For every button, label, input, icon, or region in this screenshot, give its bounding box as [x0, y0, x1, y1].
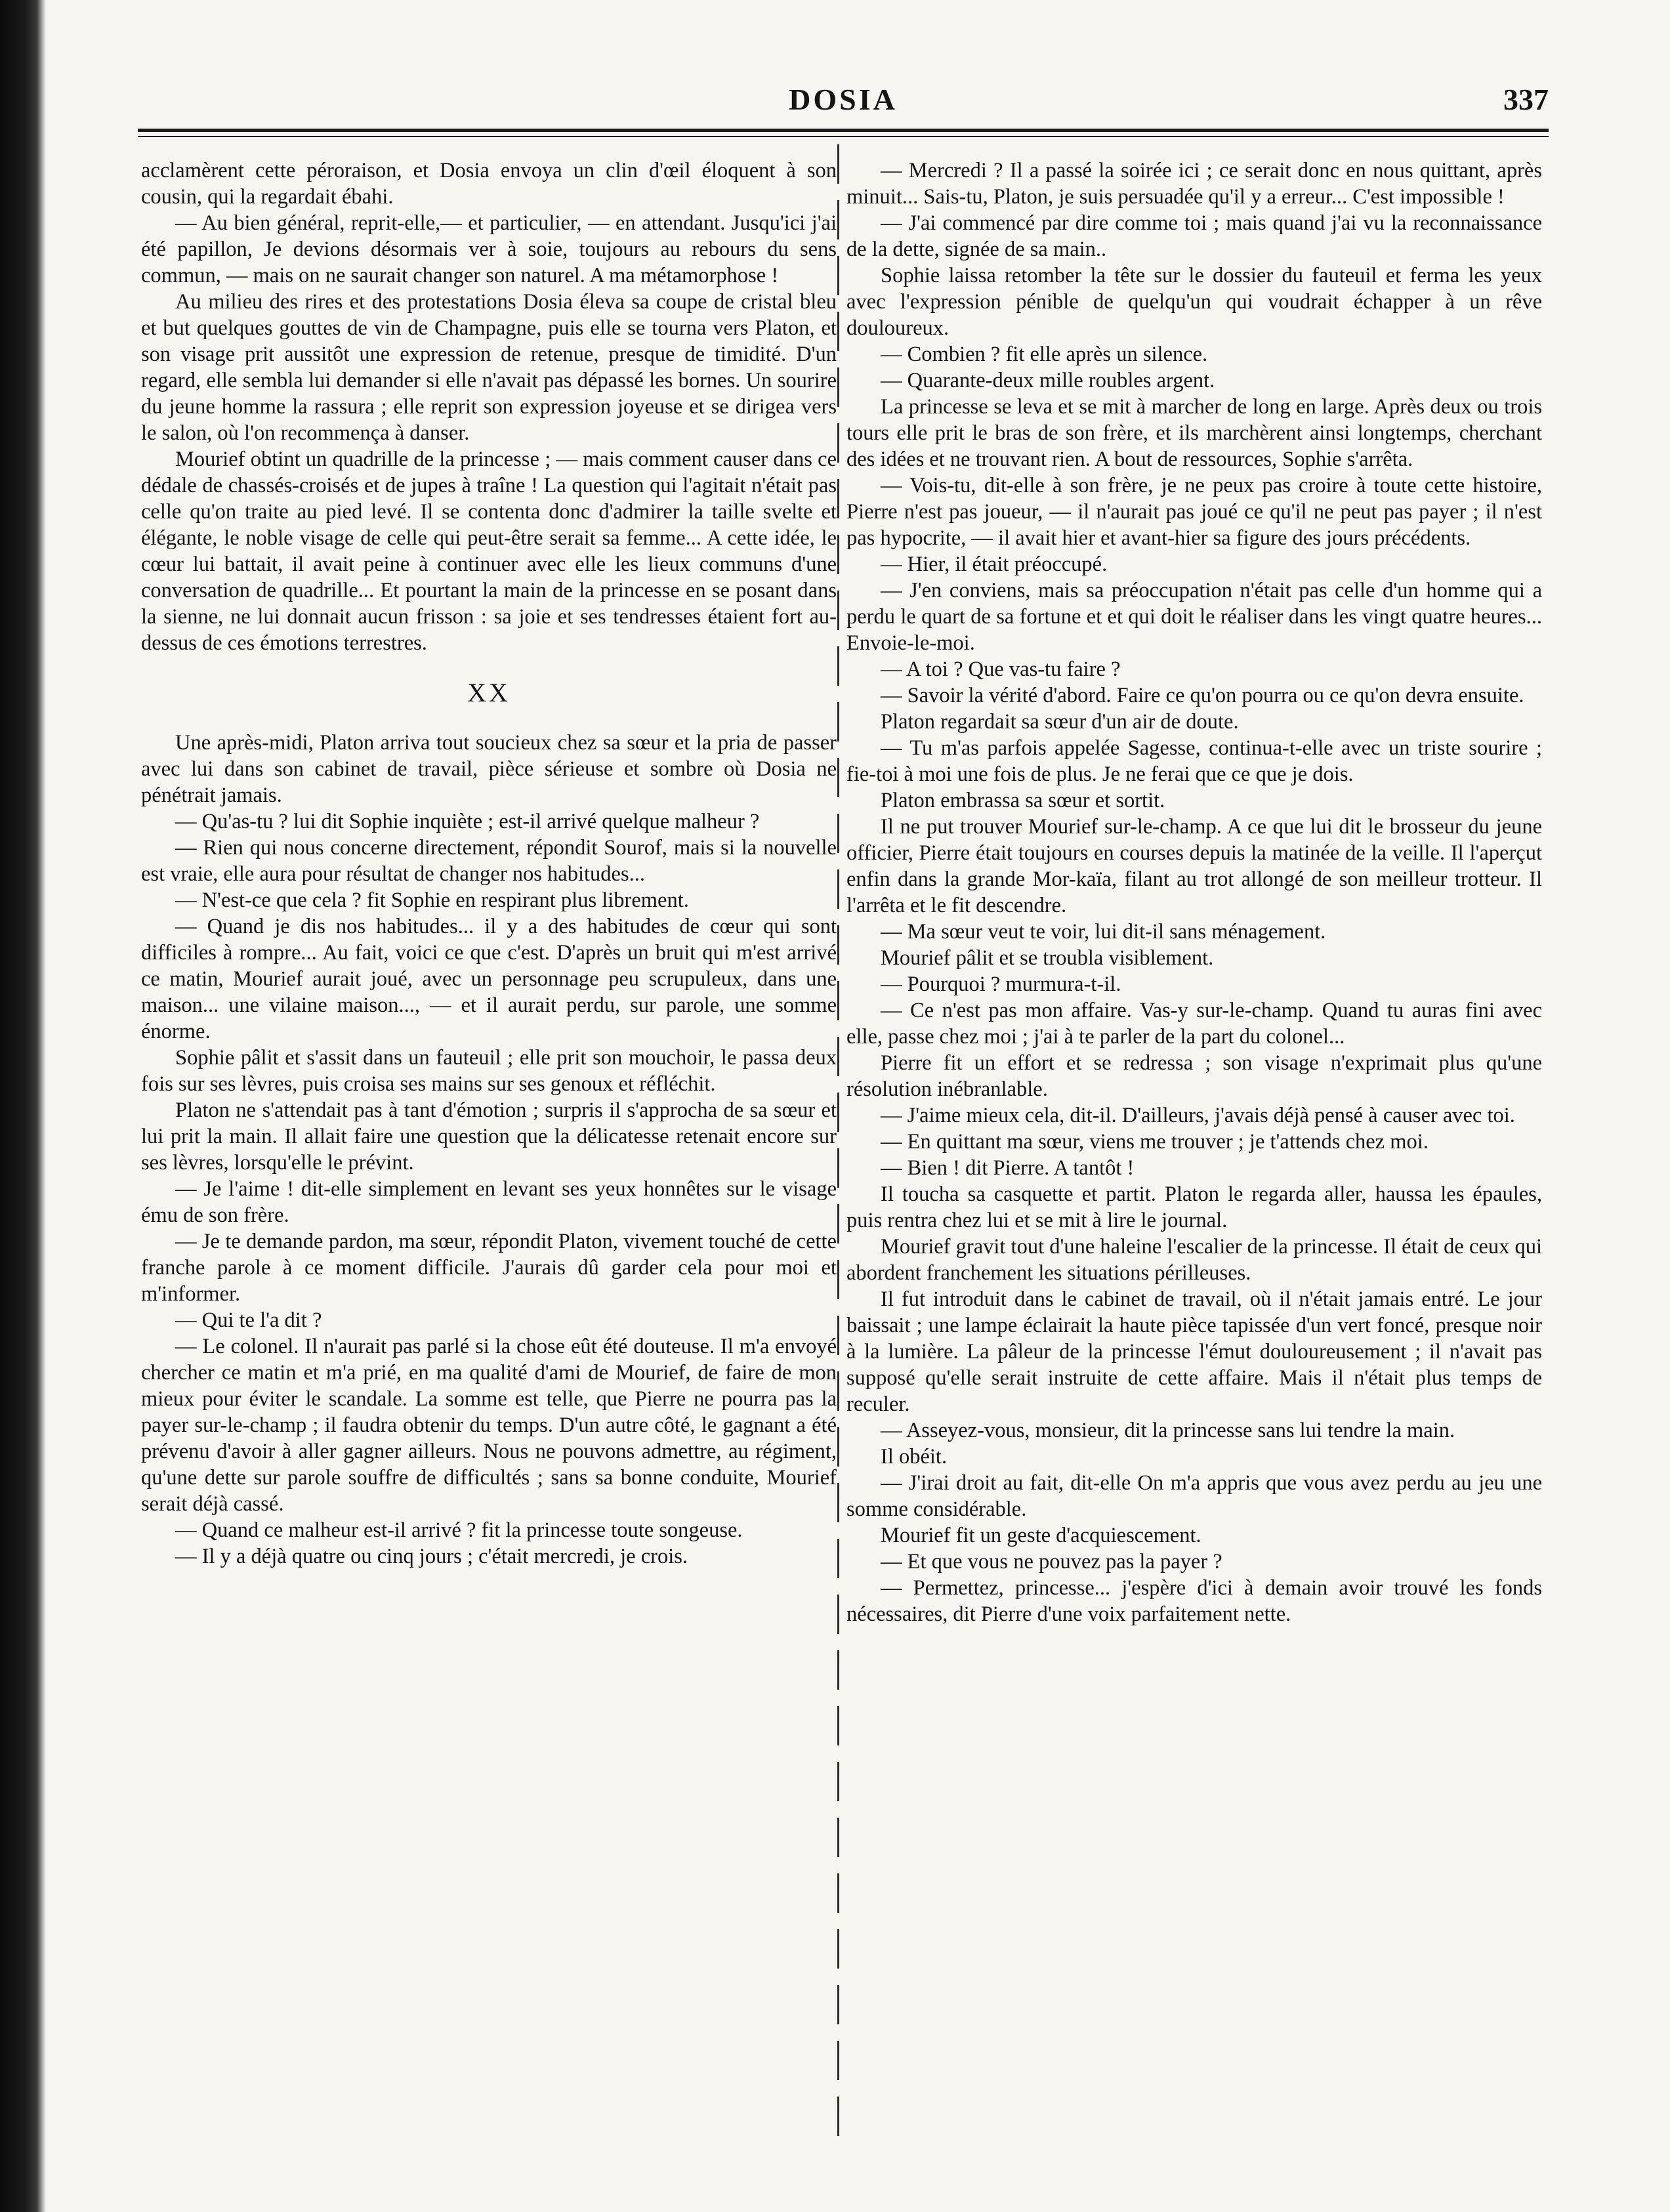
paragraph: — Hier, il était préoccupé. — [881, 553, 1108, 576]
paragraph: — Quand je dis nos habitudes... il y a des habitudes de cœur qui sont difficiles à rompre... Au fait, voici ce que c'est. D'après un bruit qui m'est arrivé ce matin, Mourief aurait joué, avec un personnage peu scrupuleux, dans une maison... une vilaine maison..., — et il aurait perdu, sur parole, une somme énorme. — [141, 915, 837, 1043]
paragraph: — Bien ! dit Pierre. A tantôt ! — [881, 1156, 1135, 1180]
chapter-heading: XX — [467, 678, 511, 707]
paragraph: Une après-midi, Platon arriva tout soucieux chez sa sœur et la pria de passer avec lui dans son cabinet de travail, pièce sérieuse et sombre où Dosia ne pénétrait jamais. — [141, 731, 837, 807]
paragraph: Sophie laissa retomber la tête sur le dossier du fauteuil et ferma les yeux avec l'expression pénible de quelqu'un qui voudrait échapper à un rêve douloureux. — [846, 264, 1542, 340]
paragraph: — Ma sœur veut te voir, lui dit-il sans ménagement. — [881, 920, 1326, 944]
paragraph: Platon ne s'attendait pas à tant d'émotion ; surpris il s'approcha de sa sœur et lui prit la main. Il allait faire une question que la délicatesse retenait encore sur ses lèvres, lorsqu'elle le prévint. — [141, 1098, 837, 1175]
paragraph: Sophie pâlit et s'assit dans un fauteuil ; elle prit son mouchoir, le passa deux fois sur ses lèvres, puis croisa ses mains sur ses genoux et réfléchit. — [141, 1046, 837, 1096]
page-number: 337 — [1503, 83, 1549, 116]
header-rule-thin — [138, 136, 1549, 137]
paragraph: — Asseyez-vous, monsieur, dit la princesse sans lui tendre la main. — [881, 1419, 1455, 1442]
paragraph: — Quarante-deux mille roubles argent. — [881, 369, 1215, 392]
header-rule-thick — [138, 129, 1549, 132]
paragraph: — Le colonel. Il n'aurait pas parlé si la chose eût été douteuse. Il m'a envoyé chercher ce matin et m'a prié, en ma qualité d'ami de Mourief, de faire de mon mieux pour éviter le scandale. La somme est telle, que Pierre ne pourra pas la payer sur-le-champ ; il faudra obtenir du temps. D'un autre côté, le gagnant a été prévenu d'avoir à aller gagner ailleurs. Nous ne pouvons admettre, au régiment, qu'une dette sur parole souffre de difficultés ; sans sa bonne conduite, Mourief serait déjà cassé. — [141, 1335, 837, 1516]
paragraph: — Permettez, princesse... j'espère d'ici à demain avoir trouvé les fonds nécessaires, dit Pierre d'une voix parfaitement nette. — [846, 1576, 1542, 1626]
paragraph: — Ce n'est pas mon affaire. Vas-y sur-le-champ. Quand tu auras fini avec elle, passe chez moi ; j'ai à te parler de la part du colonel... — [846, 999, 1542, 1049]
paragraph: — J'en conviens, mais sa préoccupation n'était pas celle d'un homme qui a perdu le quart de sa fortune et et qui doit le réaliser dans les vingt quatre heures... Envoie-le-moi. — [846, 579, 1542, 655]
paragraph: — Et que vous ne pouvez pas la payer ? — [881, 1550, 1222, 1574]
paragraph: — J'aime mieux cela, dit-il. D'ailleurs, j'avais déjà pensé à causer avec toi. — [881, 1104, 1515, 1127]
binding-shadow — [0, 0, 46, 2212]
left-column — [141, 157, 837, 2139]
paragraph: Il toucha sa casquette et partit. Platon le regarda aller, haussa les épaules, puis rentra chez lui et se mit à lire le journal. — [846, 1182, 1542, 1232]
paragraph: — Mercredi ? Il a passé la soirée ici ; ce serait donc en nous quittant, après minuit... Sais-tu, Platon, je suis persuadée qu'il y a erreur... C'est impossible ! — [846, 159, 1542, 209]
paragraph: — Vois-tu, dit-elle à son frère, je ne peux pas croire à toute cette histoire, Pierre n'est pas joueur, — il n'aurait pas joué ce qu'il ne peut pas payer ; il n'est pas hypocrite, — il avait hier et avant-hier sa figure des jours précédents. — [846, 474, 1542, 550]
paragraph: — Qui te l'a dit ? — [175, 1308, 322, 1332]
paragraph: — Je l'aime ! dit-elle simplement en levant ses yeux honnêtes sur le visage ému de son frère. — [141, 1177, 837, 1227]
paragraph: — Tu m'as parfois appelée Sagesse, continua-t-elle avec un triste sourire ; fie-toi à moi une fois de plus. Je ne ferai que ce que je dois. — [846, 736, 1542, 786]
paragraph: Mourief fit un geste d'acquiescement. — [881, 1524, 1201, 1547]
paragraph: Il obéit. — [881, 1445, 948, 1469]
paragraph: — N'est-ce que cela ? fit Sophie en respirant plus librement. — [175, 888, 689, 912]
paragraph: Pierre fit un effort et se redressa ; son visage n'exprimait plus qu'une résolution inébranlable. — [846, 1051, 1542, 1101]
paragraph: Mourief obtint un quadrille de la princesse ; — mais comment causer dans ce dédale de chassés-croisés et de jupes à traîne ! La question qui l'agitait n'était pas celle qu'on traite au pied levé. Il se contenta donc d'admirer la taille svelte et élégante, le noble visage de celle qui peut-être serait sa femme... A cette idée, le cœur lui battait, il avait peine à continuer avec elle les lieux communs d'une conversation de quadrille... Et pourtant la main de la princesse en se posant dans la sienne, ne lui donnait aucun frisson : sa joie et ses tendresses étaient fort au-dessus de ces émotions terrestres. — [141, 448, 837, 655]
paragraph: Il ne put trouver Mourief sur-le-champ. A ce que lui dit le brosseur du jeune officier, Pierre était toujours en courses depuis la matinée de la veille. Il l'aperçut enfin dans la grande Mor-kaïa, filant au trot allongé de son meilleur trotteur. Il l'arrêta et le fit descendre. — [846, 815, 1542, 917]
paragraph: — Savoir la vérité d'abord. Faire ce qu'on pourra ou ce qu'on devra ensuite. — [881, 684, 1524, 707]
paragraph: acclamèrent cette péroraison, et Dosia envoya un clin d'œil éloquent à son cousin, qui la regardait ébahi. — [141, 159, 837, 209]
paragraph: — En quittant ma sœur, viens me trouver ; je t'attends chez moi. — [881, 1130, 1429, 1154]
paragraph: — A toi ? Que vas-tu faire ? — [881, 657, 1121, 681]
paragraph: Mourief pâlit et se troubla visiblement. — [881, 946, 1214, 970]
paragraph: — Rien qui nous concerne directement, répondit Sourof, mais si la nouvelle est vraie, elle aura pour résultat de changer nos habitudes... — [141, 836, 837, 886]
paragraph: Il fut introduit dans le cabinet de travail, où il n'était jamais entré. Le jour baissait ; une lampe éclairait la haute pièce tapissée d'un vert foncé, presque noir à la lumière. La pâleur de la princesse l'émut douloureusement ; il n'avait pas supposé qu'elle serait instruite de cette affaire. Mais il n'était plus temps de reculer. — [846, 1287, 1542, 1416]
column-divider — [837, 144, 839, 2139]
paragraph: — Il y a déjà quatre ou cinq jours ; c'était mercredi, je crois. — [175, 1545, 688, 1568]
paragraph: — Pourquoi ? murmura-t-il. — [881, 972, 1121, 996]
paragraph: Mourief gravit tout d'une haleine l'escalier de la princesse. Il était de ceux qui abordent franchement les situations périlleuses. — [846, 1235, 1542, 1285]
paragraph: — J'ai commencé par dire comme toi ; mais quand j'ai vu la reconnaissance de la dette, signée de sa main.. — [846, 211, 1542, 261]
paragraph: Au milieu des rires et des protestations Dosia éleva sa coupe de cristal bleu et but quelques gouttes de vin de Champagne, puis elle se tourna vers Platon, et son visage prit aussitôt une expression de retenue, presque de timidité. D'un regard, elle sembla lui demander si elle n'avait pas dépassé les bornes. Un sourire du jeune homme la rassura ; elle reprit son expression joyeuse et se dirigea vers le salon, où l'on recommença à danser. — [141, 290, 837, 445]
paragraph: — Qu'as-tu ? lui dit Sophie inquiète ; est-il arrivé quelque malheur ? — [175, 810, 760, 833]
paragraph: Platon embrassa sa sœur et sortit. — [881, 789, 1165, 812]
paragraph: La princesse se leva et se mit à marcher de long en large. Après deux ou trois tours elle prit le bras de son frère, et ils marchèrent ainsi longtemps, cherchant des idées et ne trouvant rien. A bout de ressources, Sophie s'arrêta. — [846, 395, 1542, 471]
paragraph: — Combien ? fit elle après un silence. — [881, 343, 1208, 366]
right-column — [846, 157, 1542, 2139]
paragraph: — Au bien général, reprit-elle,— et particulier, — en attendant. Jusqu'ici j'ai été papillon, Je devions désormais ver à soie, toujours au rebours du sens commun, — mais on ne saurait changer son naturel. A ma métamorphose ! — [141, 211, 837, 287]
page-header — [138, 82, 1549, 128]
paragraph: Platon regardait sa sœur d'un air de doute. — [881, 710, 1239, 734]
running-title: DOSIA — [789, 83, 898, 116]
paragraph: — Je te demande pardon, ma sœur, répondit Platon, vivement touché de cette franche parole à ce moment difficile. J'aurais dû garder cela pour moi et m'informer. — [141, 1230, 837, 1306]
paragraph: — J'irai droit au fait, dit-elle On m'a appris que vous avez perdu au jeu une somme considérable. — [846, 1471, 1542, 1521]
paragraph: — Quand ce malheur est-il arrivé ? fit la princesse toute songeuse. — [175, 1518, 743, 1542]
